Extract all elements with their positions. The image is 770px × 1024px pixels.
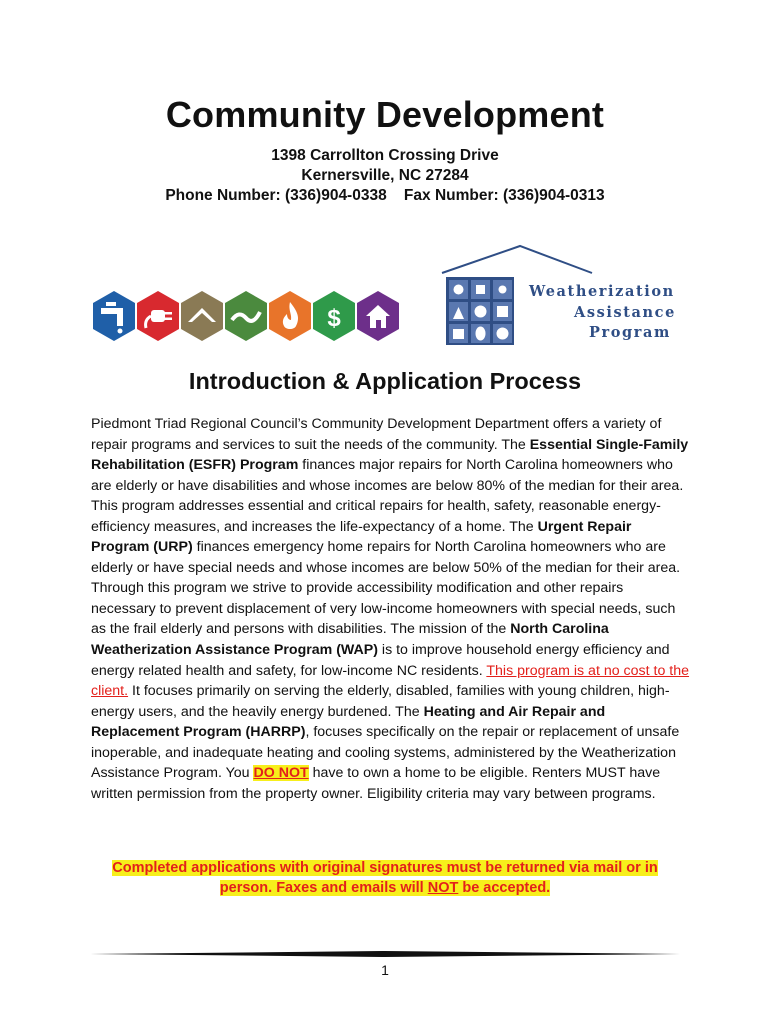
section-heading: Introduction & Application Process (188, 368, 582, 394)
esfr-text: finances major repairs for North Carolina homeowners who are elderly or have disabilities and whose incomes are below 80% of the median for their area. This program addresses essential and critical repairs for health, safety, reasonable energy-efficiency measures, and increases the life-expectancy of a home. The (91, 457, 684, 535)
page-title: Community Development (165, 94, 605, 135)
wap-program-name: North Carolina Weatherization Assistance Program (WAP) (91, 621, 609, 659)
harrp-program-name: Heating and Air Repair and Replacement Program (HARRP) (91, 703, 606, 741)
submission-notice (90, 858, 680, 898)
wap-text: is to improve household energy efficiency and energy related health and safety, for low-income NC residents. (91, 642, 670, 679)
address-line-2: Kernersville, NC 27284 (301, 167, 469, 184)
dollar-icon (312, 290, 356, 342)
notice-not: NOT (427, 880, 459, 896)
intro-text: Piedmont Triad Regional Council’s Community Development Department offers a variety of repair programs and services to suit the needs of the community. The (91, 416, 662, 453)
closing-text: have to own a home to be eligible. Renters MUST have written permission from the property owner. Eligibility criteria may vary between programs. (91, 765, 661, 802)
logo-text-program: Program (589, 324, 671, 341)
logo-grid (449, 280, 512, 343)
insulation-icon (224, 290, 268, 342)
logo-text-weatherization: Weatherization (529, 283, 675, 300)
footer-divider (90, 950, 680, 958)
fire-icon (268, 290, 312, 342)
address-line-1: 1398 Carrollton Crossing Drive (271, 147, 499, 164)
power-plug-icon (136, 290, 180, 342)
focus-text: It focuses primarily on serving the elderly, disabled, families with young children, high-energy users, and the heavily energy burdened. The (91, 683, 670, 720)
notice-text-2: be accepted. (458, 880, 551, 896)
roof-icon (180, 290, 224, 342)
intro-paragraph (91, 414, 691, 804)
water-faucet-icon (92, 290, 136, 342)
notice-text-1: Completed applications with original signatures must be returned via mail or in person. Faxes and emails will (112, 860, 658, 896)
do-not-highlight: DO NOT (253, 765, 309, 782)
urp-program-name: Urgent Repair Program (URP) (91, 518, 632, 556)
svg-text:$: $ (327, 305, 341, 332)
house-icon (356, 290, 400, 342)
urp-text: finances emergency home repairs for North Carolina homeowners who are elderly or have special needs and whose incomes are below 50% of the median for their area. Through this program we strive to provide accessibility modification and other repairs necessary to prevent displacement of very low-income homeowners with special needs, such as the frail elderly and persons with disabilities. The mission of the (91, 539, 681, 638)
no-cost-note: This program is at no cost to the client. (91, 662, 690, 700)
logo-text-assistance: Assistance (574, 304, 676, 321)
program-icons-strip (92, 290, 404, 346)
page-number: 1 (381, 962, 389, 978)
harrp-text: , focuses specifically on the repair or replacement of unsafe inoperable, and inadequate heating and cooling systems, administered by the Weatherization Assistance Program. You (91, 724, 680, 782)
esfr-program-name: Essential Single-Family Rehabilitation (ESFR) Program (91, 436, 689, 474)
phone-fax-line: Phone Number: (336)904-0338 Fax Number: (336)904-0313 (165, 187, 605, 204)
